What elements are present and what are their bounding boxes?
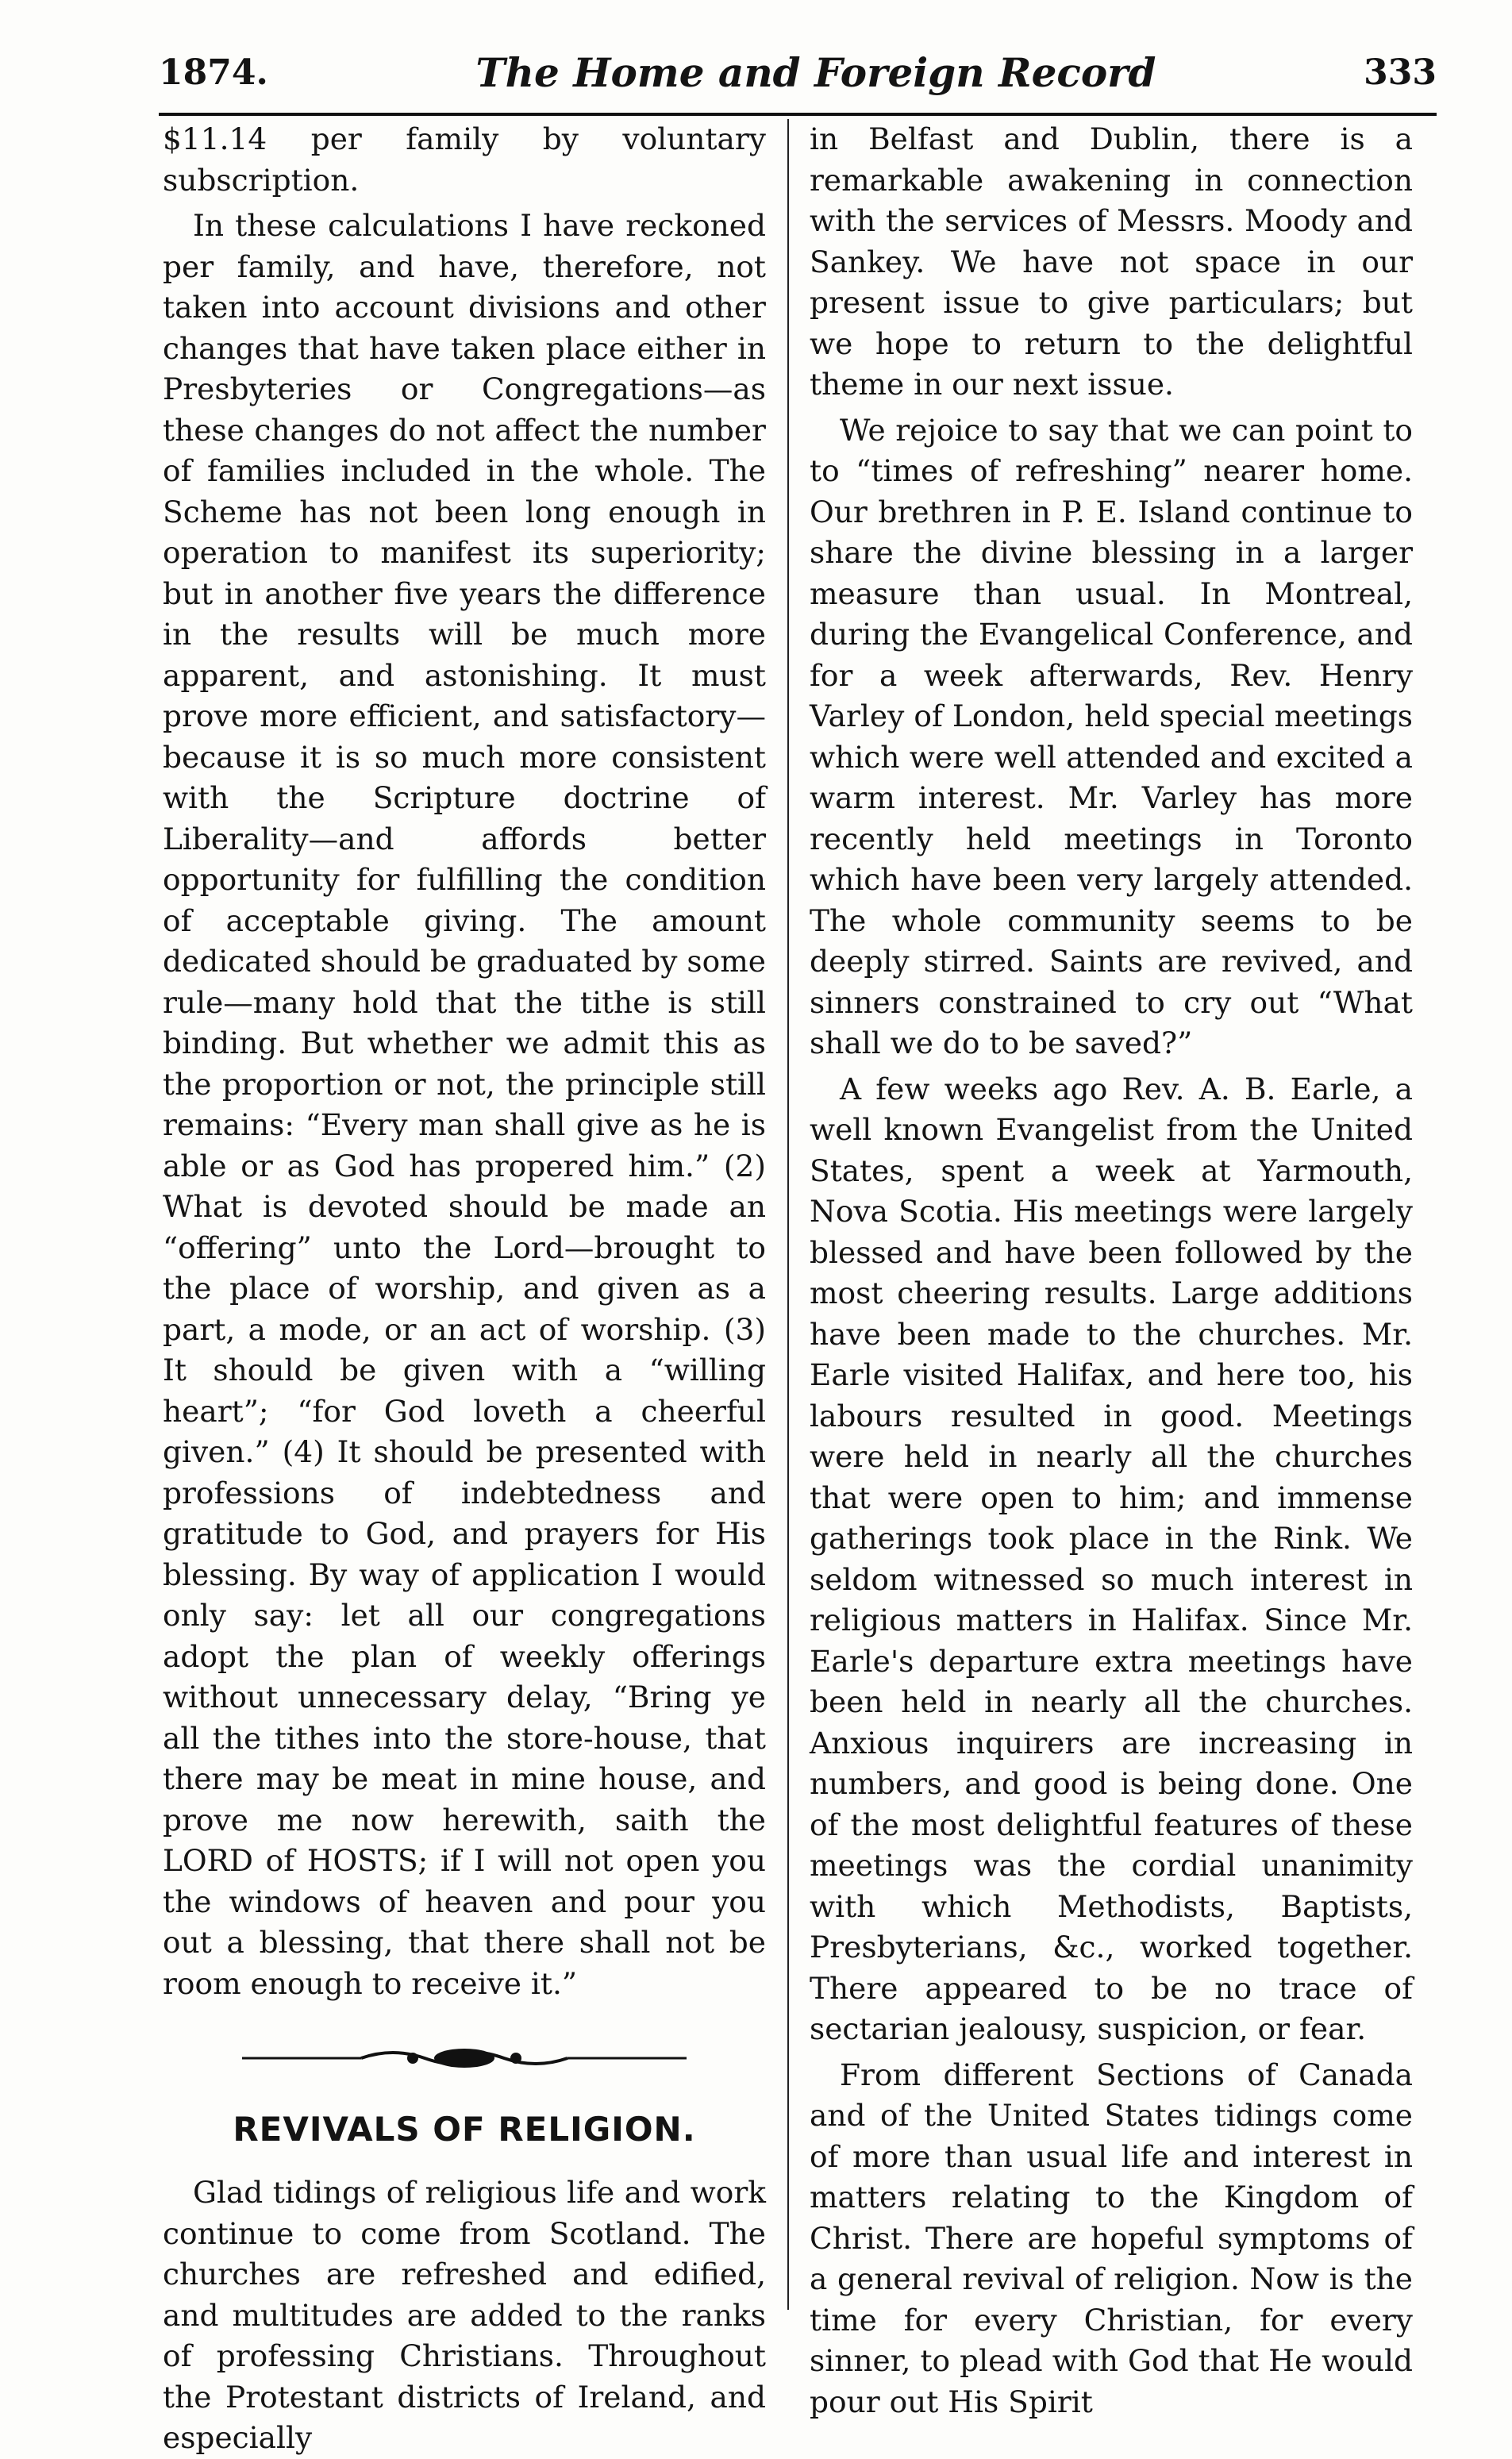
- section-title: REVIVALS OF RELIGION.: [233, 2110, 696, 2149]
- paragraph: We rejoice to say that we can point to to “times of refreshing” nearer home. Our brethren in P. E. Island continue to share the divine blessing in a larger measure than usual. In Montreal, during the Evangelical Conference, and for a week afterwards, Rev. Henry Varley of London, held special meetings which were well attended and excited a warm interest. Mr. Varley has more recently held meetings in Toronto which have been very largely attended. The whole community seems to be deeply stirred. Saints are revived, and sinners constrained to cry out “What shall we do to be saved?”: [810, 412, 1413, 1060]
- paragraph: $11.14 per family by voluntary subscription.: [163, 121, 766, 198]
- publication-title: The Home and Foreign Record: [475, 48, 1156, 96]
- header-year: 1874.: [159, 52, 268, 93]
- paragraph: In these calculations I have reckoned per family, and have, therefore, not taken into account divisions and other changes that have taken place either in Presbyteries or Congregations—as these changes do not affect the number of families included in the whole. The Scheme has not been long enough in operation to manifest its superiority; but in another five years the difference in the results will be much more apparent, and astonishing. It must prove more efficient, and satisfactory—because it is so much more consistent with the Scripture doctrine of Liberality—and affords better opportunity for fulfilling the condition of acceptable giving. The amount dedicated should be graduated by some rule—many hold that the tithe is still binding. But whether we admit this as the proportion or not, the principle still remains: “Every man shall give as he is able or as God has propered him.” (2) What is devoted should be made an “offering” unto the Lord—brought to the place of worship, and given as a part, a mode, or an act of worship. (3) It should be given with a “willing heart”; “for God loveth a cheerful given.” (4) It should be presented with professions of indebtedness and gratitude to God, and prayers for His blessing. By way of application I would only say: let all our congregations adopt the plan of weekly offerings without unnecessary delay, “Bring ye all the tithes into the store-house, that there may be meat in mine house, and prove me now herewith, saith the LORD of HOSTS; if I will not open you the windows of heaven and pour you out a blessing, that there shall not be room enough to receive it.”: [163, 208, 766, 2001]
- paragraph: A few weeks ago Rev. A. B. Earle, a well known Evangelist from the United States, spent a week at Yarmouth, Nova Scotia. His meetings were largely blessed and have been followed by the most cheering results. Large additions have been made to the churches. Mr. Earle visited Halifax, and here too, his labours resulted in good. Meetings were held in nearly all the churches that were open to him; and immense gatherings took place in the Rink. We seldom witnessed so much interest in religious matters in Halifax. Since Mr. Earle's departure extra meetings have been held in nearly all the churches. Anxious inquirers are increasing in numbers, and good is being done. One of the most delightful features of these meetings was the cordial unanimity with which Methodists, Baptists, Presbyterians, &c., worked together. There appeared to be no trace of sectarian jealousy, suspicion, or fear.: [810, 1071, 1413, 2046]
- paragraph: From different Sections of Canada and of the United States tidings come of more than usual life and interest in matters relating to the Kingdom of Christ. There are hopeful symptoms of a general revival of religion. Now is the time for every Christian, for every sinner, to plead with God that He would pour out His Spirit: [810, 2057, 1413, 2419]
- column-divider: [787, 119, 789, 2310]
- left-column: [163, 119, 766, 2459]
- right-column: [810, 119, 1413, 2422]
- paragraph: Glad tidings of religious life and work continue to come from Scotland. The churches are refreshed and edified, and multitudes are added to the ranks of professing Christians. Throughout the Protestant districts of Ireland, and especially: [163, 2175, 766, 2455]
- ornament-divider: [242, 2044, 687, 2072]
- header-rule: [159, 113, 1437, 116]
- page-header: [159, 37, 1437, 108]
- paragraph: in Belfast and Dublin, there is a remarkable awakening in connection with the services of Messrs. Moody and Sankey. We have not space in our present issue to give particulars; but we hope to return to the delightful theme in our next issue.: [810, 121, 1413, 402]
- page-number: 333: [1364, 52, 1437, 93]
